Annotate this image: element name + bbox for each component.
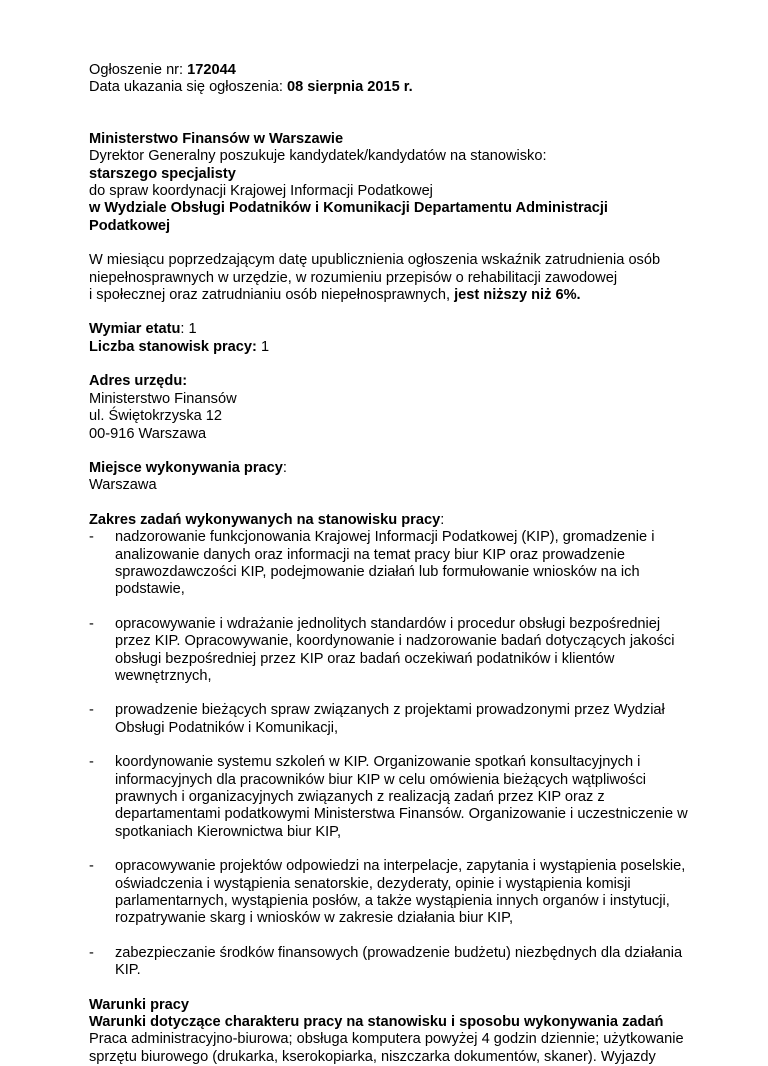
notice-number: 172044 [187,62,236,78]
task-item-line: Obsługi Podatników i Komunikacji, [115,719,339,736]
task-item-line: KIP. [115,962,141,979]
publication-date: 08 sierpnia 2015 r. [286,79,413,96]
office-address-line-3: 00-916 Warszawa [89,425,207,442]
task-item [89,616,689,686]
task-item [89,529,689,599]
task-item [89,945,689,980]
task-list [89,529,689,980]
task-item-line: wewnętrznych, [115,667,212,684]
bullet-dash: - [89,858,94,875]
employer-name: Ministerstwo Finansów w Warszawie [89,130,344,147]
task-item-line: rozpatrywanie skarg i wniosków w zakresie działania biur KIP, [115,910,513,927]
task-item-line: podstawie, [115,581,185,598]
task-item [89,858,689,928]
task-item-line: analizowanie danych oraz informacji na temat pracy biur KIP oraz prowadzenie [115,546,625,563]
fte-line: Wymiar etatu: 1 [89,321,197,338]
workplace-value: Warszawa [89,477,157,494]
task-item-line: opracowywanie i wdrażanie jednolitych standardów i procedur obsługi bezpośredniej [115,615,661,632]
task-item [89,754,689,841]
task-item [89,702,689,737]
position-scope: do spraw koordynacji Krajowej Informacji Podatkowej [89,183,433,200]
job-posting-document [89,62,689,1066]
position-title: starszego specjalisty [89,165,236,182]
conditions-title: Warunki pracy [89,996,190,1013]
department-line-1: w Wydziale Obsługi Podatników i Komunikacji Departamentu Administracji [89,200,608,217]
disability-notice-line-3: i społecznej oraz zatrudnianiu osób niepełnosprawnych, jest niższy niż 6%. [89,287,581,304]
office-address-label: Adres urzędu: [89,373,188,390]
publication-date-line: Data ukazania się ogłoszenia: 08 sierpnia 2015 r. [89,79,413,96]
task-item-line: prawnych i organizacyjnych związanych z realizacją zadań przez KIP oraz z [115,789,605,805]
bullet-dash: - [89,702,94,719]
task-item-line: nadzorowanie funkcjonowania Krajowej Informacji Podatkowej (KIP), gromadzenie i [115,529,655,546]
task-item-line: spotkaniach Kierownictwa biur KIP, [115,823,342,840]
task-item-line: obsługi bezpośredniej przez KIP oraz badań oczekiwań podatników i klientów [115,650,615,667]
disability-notice-line-1: W miesiącu poprzedzającym datę upublicznienia ogłoszenia wskaźnik zatrudnienia osób [89,252,661,269]
disability-notice-line-2: niepełnosprawnych w urzędzie, w rozumieniu przepisów o rehabilitacji zawodowej [89,269,618,286]
conditions-line-2: sprzętu biurowego (drukarka, kserokopiarka, niszczarka dokumentów, skaner). Wyjazdy [89,1048,656,1065]
conditions-subtitle: Warunki dotyczące charakteru pracy na stanowisku i sposobu wykonywania zadań [89,1014,664,1031]
department-line-2: Podatkowej [89,217,171,234]
tasks-label: Zakres zadań wykonywanych na stanowisku pracy: [89,511,445,528]
task-item-line: przez KIP. Opracowywanie, koordynowanie i nadzorowanie badań dotyczących jakości [115,633,675,650]
notice-number-line: Ogłoszenie nr: 172044 [89,62,236,78]
bullet-dash: - [89,529,94,546]
task-item-line: departamentami podatkowymi Ministerstwa Finansów. Organizowanie i uczestniczenie w [115,806,688,823]
bullet-dash: - [89,615,94,632]
task-item-line: informacyjnych dla pracowników biur KIP w celu omówienia bieżących wątpliwości [115,771,647,788]
office-address-line-2: ul. Świętokrzyska 12 [89,408,223,425]
conditions-line-1: Praca administracyjno-biurowa; obsługa komputera powyżej 4 godzin dziennie; użytkowanie [89,1031,684,1048]
workplace-label: Miejsce wykonywania pracy: [89,459,287,476]
task-item-line: opracowywanie projektów odpowiedzi na interpelacje, zapytania i wystąpienia poselskie, [115,858,686,875]
task-item-line: prowadzenie bieżących spraw związanych z projektami prowadzonymi przez Wydział [115,702,665,719]
office-address-line-1: Ministerstwo Finansów [89,390,237,407]
disability-ratio-emphasis: jest niższy niż 6%. [454,287,581,304]
positions-count-line: Liczba stanowisk pracy: 1 [89,338,270,355]
task-item-line: parlamentarnych, wystąpienia posłów, a także wystąpienia innych organów i instytucji, [115,893,670,910]
search-intro: Dyrektor Generalny poszukuje kandydatek/kandydatów na stanowisko: [89,148,547,165]
task-item-line: oświadczenia i wystąpienia senatorskie, dezyderaty, opinie i wystąpienia komisji [115,875,631,892]
task-item-line: koordynowanie systemu szkoleń w KIP. Organizowanie spotkań konsultacyjnych i [115,754,641,771]
bullet-dash: - [89,944,94,961]
task-item-line: sprawozdawczości KIP, podejmowanie działań lub formułowanie wniosków na ich [115,563,640,580]
bullet-dash: - [89,754,94,771]
task-item-line: zabezpieczanie środków finansowych (prowadzenie budżetu) niezbędnych dla działania [115,944,683,961]
